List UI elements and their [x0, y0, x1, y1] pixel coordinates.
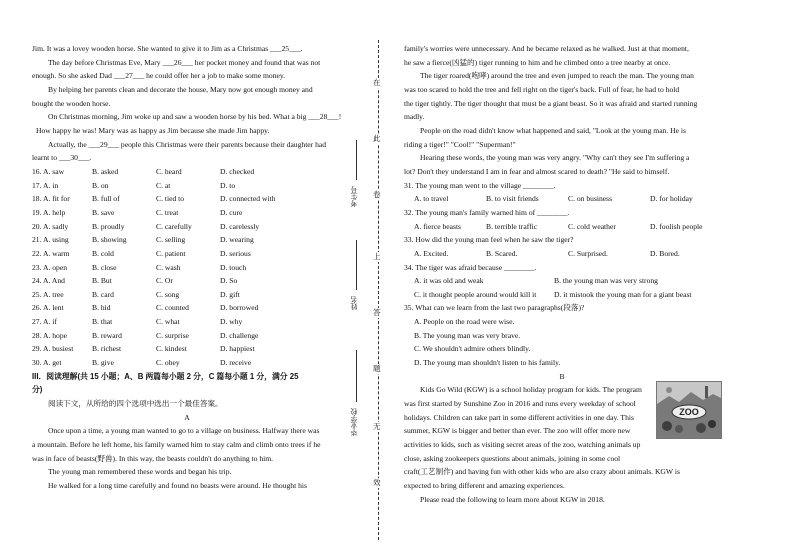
passage-a-line: the tiger tightly. The tiger thought that must be a giant beast. So it was afraid and started running: [404, 98, 698, 108]
option-a[interactable]: 22. A. warm: [32, 248, 70, 258]
option-a[interactable]: 19. A. help: [32, 207, 66, 217]
option-b[interactable]: B. give: [92, 358, 114, 368]
option-d[interactable]: D. checked: [220, 166, 255, 176]
question-35: 35. What can we learn from the last two paragraphs(段落)?: [404, 303, 585, 313]
question-32: 32. The young man's family warned him of ________.: [404, 207, 570, 217]
option-c[interactable]: C. patient: [156, 248, 186, 258]
option-a[interactable]: 29. A. busiest: [32, 344, 74, 354]
question-34: 34. The tiger was afraid because ________.: [404, 262, 537, 272]
option-d[interactable]: D. borrowed: [220, 303, 259, 313]
option-a[interactable]: 21. A. using: [32, 235, 69, 245]
option-row-17: [32, 179, 342, 193]
option-d[interactable]: D. challenge: [220, 330, 259, 340]
option-row-20: [32, 220, 342, 234]
option-b[interactable]: B. asked: [92, 166, 119, 176]
binding-dashed-line: [378, 40, 379, 540]
option-a[interactable]: 16. A. saw: [32, 166, 65, 176]
passage-line: learnt to ___30___.: [32, 153, 92, 163]
question-34-options: [404, 274, 720, 288]
option-a[interactable]: 24. A. And: [32, 276, 65, 286]
school-label: 毕业学校: [351, 408, 358, 436]
zoo-illustration-icon: [657, 382, 721, 438]
option[interactable]: B. to visit friends: [486, 194, 539, 204]
option[interactable]: A. People on the road were wise.: [414, 317, 515, 327]
option-d[interactable]: D. serious: [220, 248, 251, 258]
passage-line: By helping her parents clean and decorate the house, Mary now got enough money and: [48, 84, 313, 94]
option-a[interactable]: 17. A. in: [32, 180, 59, 190]
passage-b-line: holidays. Children can take part in some different activities in one day. This: [404, 412, 634, 422]
passage-line: Jim. It was a lovey wooden horse. She wanted to give it to Jim as a Christmas ___25___.: [32, 44, 303, 53]
option-c[interactable]: C. tied to: [156, 194, 185, 204]
option-row-29: [32, 342, 342, 356]
option-row-30: [32, 356, 342, 370]
option-b[interactable]: B. on: [92, 180, 109, 190]
passage-b-line: close, asking zookeepers questions about animals, joining in some cool: [404, 453, 621, 463]
option-c[interactable]: C. counted: [156, 303, 189, 313]
option[interactable]: C. We shouldn't admire others blindly.: [414, 344, 531, 354]
option-d[interactable]: D. So: [220, 276, 238, 286]
option-b[interactable]: B. save: [92, 207, 115, 217]
option-d[interactable]: D. connected with: [220, 194, 276, 204]
name-label: 姓名: [351, 296, 358, 310]
option-d[interactable]: D. gift: [220, 289, 240, 299]
name-blank[interactable]: [356, 240, 357, 290]
option[interactable]: B. the young man was very strong: [554, 276, 658, 286]
option[interactable]: D. foolish people: [650, 221, 703, 231]
option[interactable]: A. Excited.: [414, 248, 449, 258]
option-row-27: [32, 315, 342, 329]
passage-a-line: People on the road didn't know what happened and said, "Look at the young man. He is: [420, 125, 686, 135]
option-b[interactable]: B. card: [92, 289, 114, 299]
passage-b-line: was first started by Sunshine Zoo in 2016 and runs every weekday of school: [404, 399, 636, 409]
option-a[interactable]: 30. A. get: [32, 358, 62, 368]
option-c[interactable]: C. Or: [156, 276, 173, 286]
passage-a-line: a mountain. Before he left home, his family warned him to stay calm and climb onto trees if he: [32, 440, 321, 450]
exam-number-blank[interactable]: [356, 140, 357, 180]
school-blank[interactable]: [356, 350, 357, 402]
passage-a-line: he saw a fierce(凶猛的) tiger running to him and he climbed onto a tree nearby at once.: [404, 57, 671, 67]
option-c[interactable]: C. kindest: [156, 344, 187, 354]
option-row-16: [32, 165, 342, 179]
section-heading-cont: 分): [32, 385, 43, 395]
option[interactable]: D. it mistook the young man for a giant beast: [554, 289, 692, 299]
passage-line: Actually, the ___29___ people this Christmas were their parents because their daughter had: [48, 139, 327, 149]
binding-char: 在: [373, 78, 381, 87]
option-row-18: [32, 192, 342, 206]
option-b[interactable]: B. close: [92, 262, 117, 272]
option-c[interactable]: C. obey: [156, 358, 180, 368]
passage-line: How happy he was! Mary was as happy as Jim because she made Jim happy.: [36, 125, 270, 135]
option-c[interactable]: C. song: [156, 289, 180, 299]
option-c[interactable]: C. what: [156, 317, 180, 327]
option[interactable]: B. The young man was very brave.: [414, 330, 521, 340]
option[interactable]: C. it thought people around would kill it: [414, 289, 537, 299]
binding-char: 无: [373, 422, 381, 431]
option[interactable]: D. Bored.: [650, 248, 680, 258]
question-32-options: [404, 220, 720, 234]
option[interactable]: B. terrible traffic: [486, 221, 538, 231]
passage-line: On Christmas morning, Jim woke up and saw a wooden horse by his bed. What a big ___28___!: [48, 112, 342, 122]
option[interactable]: C. on business: [568, 194, 613, 204]
option-a[interactable]: 18. A. fit for: [32, 194, 70, 204]
part-b-label: B: [559, 371, 565, 381]
option-row-28: [32, 329, 342, 343]
option[interactable]: D. for holiday: [650, 194, 693, 204]
kgw-zoo-photo: [656, 381, 722, 439]
option-c[interactable]: C. at: [156, 180, 171, 190]
option-row-26: [32, 301, 342, 315]
option-c[interactable]: C. heard: [156, 166, 182, 176]
option-d[interactable]: D. to: [220, 180, 236, 190]
part-a-label: A: [184, 412, 190, 422]
option-c[interactable]: C. surprise: [156, 330, 189, 340]
left-column: [32, 42, 342, 493]
option-a[interactable]: 28. A. hope: [32, 330, 68, 340]
passage-a-line: riding a tiger!" "Cool!" "Superman!": [404, 139, 516, 149]
option[interactable]: C. cold weather: [568, 221, 616, 231]
binding-char: 上: [373, 252, 381, 261]
option-b[interactable]: B. reward: [92, 330, 122, 340]
binding-char: 题: [373, 364, 381, 373]
passage-line: bought the wooden horse.: [32, 98, 111, 108]
passage-b-line: expected to bring different and amazing experiences.: [404, 481, 565, 490]
option-c[interactable]: C. treat: [156, 207, 179, 217]
cloze-options: [32, 165, 342, 370]
question-33: 33. How did the young man feel when he saw the tiger?: [404, 235, 574, 245]
question-34-options: [404, 288, 720, 302]
option-row-19: [32, 206, 342, 220]
option-b[interactable]: B. proudly: [92, 221, 125, 231]
option-d[interactable]: D. receive: [220, 358, 252, 368]
passage-a-line: The tiger roared(咆哮) around the tree and even jumped to reach the man. The young man: [420, 71, 694, 81]
passage-a-line: Once upon a time, a young man wanted to go to a village on business. Halfway there was: [48, 426, 320, 436]
passage-line: The day before Christmas Eve, Mary ___26___ her pocket money and found that was not: [48, 57, 321, 67]
option-a[interactable]: 26. A. lent: [32, 303, 64, 313]
passage-b-line: craft(工艺制作) and having fun with other kids who are also crazy about animals. KGW is: [404, 467, 680, 477]
passage-b-line: summer, KGW is bigger and better than ever. The zoo will offer more new: [404, 426, 631, 436]
passage-b-line: Please read the following to learn more about KGW in 2018.: [420, 494, 605, 504]
option-b[interactable]: B. cold: [92, 248, 114, 258]
option-b[interactable]: B. hid: [92, 303, 111, 313]
passage-line: enough. So she asked Dad ___27___ he could offer her a job to make some money.: [32, 71, 286, 81]
passage-a-line: lot? Don't they understand I am in fear and almost scared to death? "He said to himself.: [404, 166, 670, 176]
binding-char: 此: [373, 134, 381, 143]
option-d[interactable]: D. happiest: [220, 344, 255, 354]
option-row-21: [32, 233, 342, 247]
option-row-23: [32, 261, 342, 275]
option-b[interactable]: B. richest: [92, 344, 122, 354]
option-b[interactable]: B. full of: [92, 194, 120, 204]
option[interactable]: C. Surprised.: [568, 248, 608, 258]
question-33-options: [404, 247, 720, 261]
option-row-24: [32, 274, 342, 288]
option-d[interactable]: D. wearing: [220, 235, 254, 245]
binding-char: 效: [373, 478, 381, 487]
passage-a-line: Hearing these words, the young man was very angry. "Why can't they see I'm suffering a: [420, 153, 690, 163]
option-c[interactable]: C. carefully: [156, 221, 192, 231]
binding-char: 卷: [373, 190, 381, 199]
option-d[interactable]: D. carelessly: [220, 221, 260, 231]
option-b[interactable]: B. showing: [92, 235, 127, 245]
question-31: 31. The young man went to the village ________.: [404, 180, 556, 190]
option[interactable]: B. Scared.: [486, 248, 518, 258]
option[interactable]: A. it was old and weak: [414, 276, 484, 286]
option-d[interactable]: D. touch: [220, 262, 247, 272]
exam-number-label: 考生号: [351, 186, 358, 207]
option-a[interactable]: 27. A. if: [32, 317, 57, 327]
zoo-sign-text: ZOO: [679, 407, 699, 417]
passage-a-line: was too scared to hold the tree and fell right on the tiger's back. Full of fear, he had to hold: [404, 84, 680, 94]
passage-a-line: was in face of beasts(野兽). In this way, the beasts couldn't do anything to him.: [32, 453, 274, 463]
passage-b-line: Kids Go Wild (KGW) is a school holiday program for kids. The program: [420, 385, 642, 395]
passage-a-line: The young man remembered these words and began his trip.: [48, 467, 232, 477]
option-row-25: [32, 288, 342, 302]
option-d[interactable]: D. why: [220, 317, 243, 327]
option[interactable]: A. to travel: [414, 194, 449, 204]
option-row-22: [32, 247, 342, 261]
question-31-options: [404, 192, 720, 206]
option-a[interactable]: 23. A. open: [32, 262, 68, 272]
option-c[interactable]: C. selling: [156, 235, 186, 245]
option[interactable]: D. The young man shouldn't listen to his family.: [414, 358, 561, 368]
passage-a-line: family's worries were unnecessary. And he became relaxed as he walked. Just at that moment,: [404, 44, 689, 53]
section-heading: III．阅读理解(共 15 小题；A、B 两篇每小题 2 分，C 篇每小题 1 分，满分 25: [32, 371, 299, 381]
option-b[interactable]: B. But: [92, 276, 112, 286]
option-a[interactable]: 20. A. sadly: [32, 221, 69, 231]
passage-a-line: He walked for a long time carefully and found no beasts were around. He thought his: [48, 481, 307, 490]
passage-b-line: activities to kids, such as visiting secret areas of the zoo, watching animals up: [404, 440, 641, 450]
option-d[interactable]: D. cure: [220, 207, 243, 217]
option-b[interactable]: B. that: [92, 317, 113, 327]
instruction: 阅读下文，从所给的四个选项中选出一个最佳答案。: [48, 399, 223, 409]
option-c[interactable]: C. wash: [156, 262, 181, 272]
passage-a-line: madly.: [404, 112, 425, 122]
option-a[interactable]: 25. A. tree: [32, 289, 64, 299]
binding-char: 答: [373, 308, 381, 317]
option[interactable]: A. fierce beasts: [414, 221, 462, 231]
